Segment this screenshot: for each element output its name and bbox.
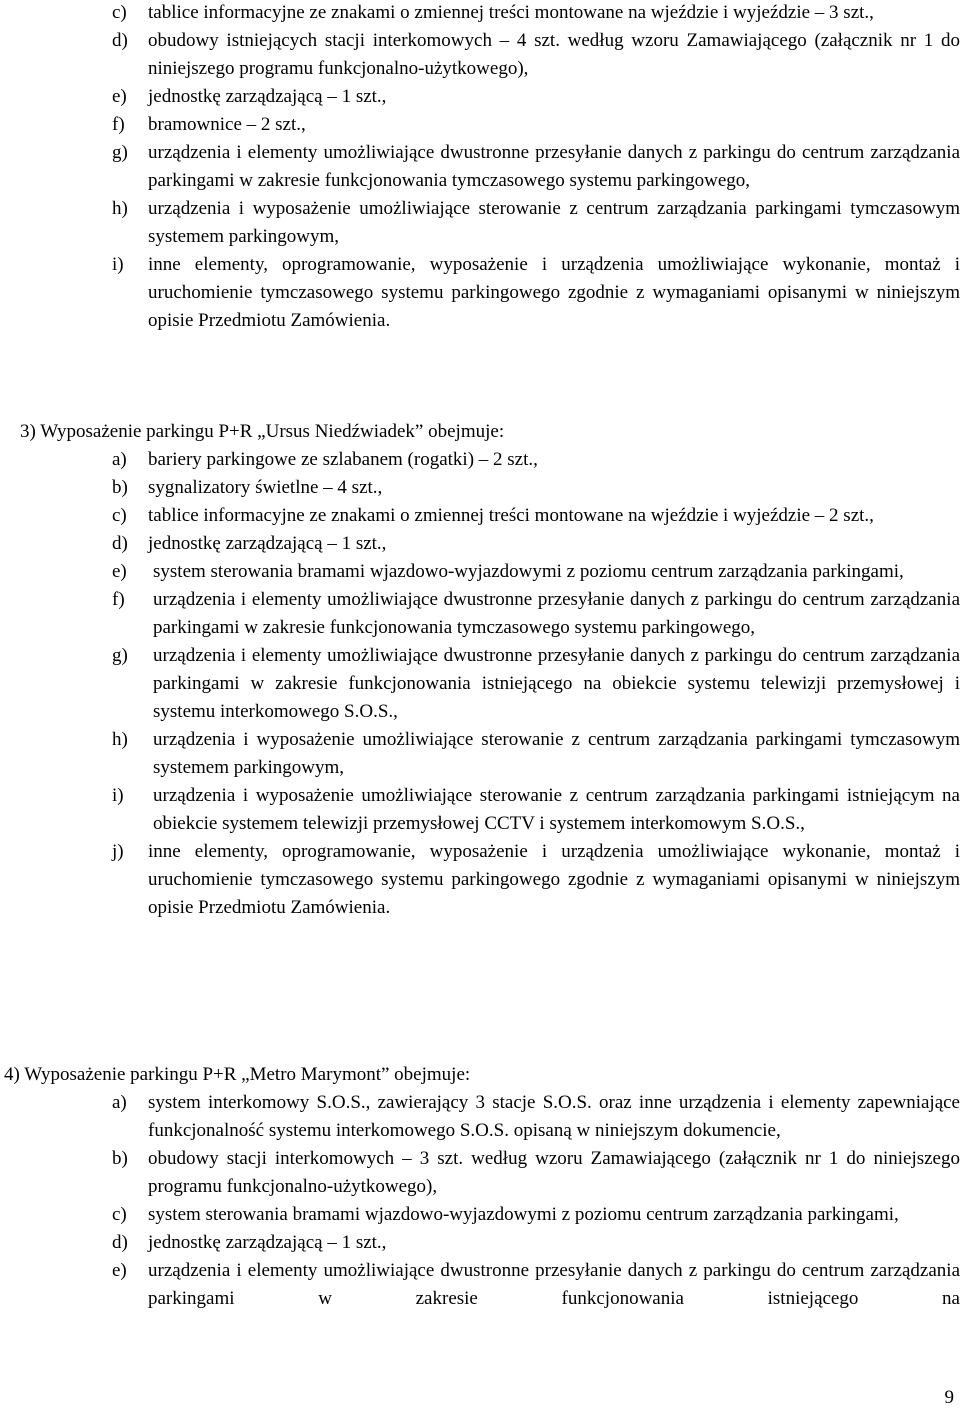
list-item	[0, 782, 960, 838]
list-item	[0, 1229, 960, 1257]
section-metro-marymont	[0, 1061, 960, 1313]
item-text: jednostkę zarządzającą – 1 szt.,	[148, 533, 387, 554]
list-item	[0, 0, 960, 27]
list-item	[0, 1201, 960, 1229]
item-label: f)	[112, 589, 125, 610]
section-heading: 3) Wyposażenie parkingu P+R „Ursus Niedźwiadek” obejmuje:	[20, 421, 505, 442]
list-item	[0, 1145, 960, 1201]
item-text: jednostkę zarządzającą – 1 szt.,	[148, 86, 387, 107]
item-text: urządzenia i wyposażenie umożliwiające sterowanie z centrum zarządzania parkingami tymczasowym systemem parkingowym,	[148, 198, 960, 247]
list-item	[0, 586, 960, 642]
list-item	[0, 111, 960, 139]
item-text: tablice informacyjne ze znakami o zmiennej treści montowane na wjeździe i wyjeździe – 3 szt.,	[148, 2, 874, 23]
list-item	[0, 558, 960, 586]
list-item	[0, 27, 960, 83]
item-label: c)	[112, 505, 127, 526]
item-label: e)	[112, 561, 127, 582]
item-text: urządzenia i elementy umożliwiające dwustronne przesyłanie danych z parkingu do centrum zarządzania parkingami w zakresie funkcjonowania istniejącego na	[148, 1260, 960, 1309]
item-label: b)	[112, 477, 128, 498]
item-text: system sterowania bramami wjazdowo-wyjazdowymi z poziomu centrum zarządzania parkingami,	[148, 1204, 899, 1225]
list-item	[0, 83, 960, 111]
list-item	[0, 446, 960, 474]
item-label: e)	[112, 1260, 127, 1281]
item-label: j)	[112, 841, 124, 862]
list-item	[0, 502, 960, 530]
item-text: sygnalizatory świetlne – 4 szt.,	[148, 477, 383, 498]
item-text: tablice informacyjne ze znakami o zmiennej treści montowane na wjeździe i wyjeździe – 2 szt.,	[148, 505, 874, 526]
item-text: urządzenia i elementy umożliwiające dwustronne przesyłanie danych z parkingu do centrum zarządzania parkingami w zakresie funkcjonowania tymczasowego systemu parkingowego,	[148, 142, 960, 191]
item-text: urządzenia i elementy umożliwiające dwustronne przesyłanie danych z parkingu do centrum zarządzania parkingami w zakresie funkcjonowania istniejącego na obiekcie systemu telewizji przemysłowej i systemu interkomowego S.O.S.,	[153, 645, 960, 722]
list-item	[0, 139, 960, 195]
item-label: b)	[112, 1148, 128, 1169]
item-text: urządzenia i wyposażenie umożliwiające sterowanie z centrum zarządzania parkingami istniejącym na obiekcie systemem telewizji przemysłowej CCTV i systemem interkomowym S.O.S.,	[153, 785, 960, 834]
item-label: f)	[112, 114, 125, 135]
list-item	[0, 726, 960, 782]
list-item	[0, 1257, 960, 1313]
item-label: d)	[112, 533, 128, 554]
item-label: e)	[112, 86, 127, 107]
item-label: i)	[112, 254, 124, 275]
item-label: h)	[112, 729, 128, 750]
list-item	[0, 474, 960, 502]
item-label: i)	[112, 785, 124, 806]
section-ursus-niedzwiadek	[0, 418, 960, 922]
item-text: urządzenia i elementy umożliwiające dwustronne przesyłanie danych z parkingu do centrum zarządzania parkingami w zakresie funkcjonowania tymczasowego systemu parkingowego,	[153, 589, 960, 638]
section-heading: 4) Wyposażenie parkingu P+R „Metro Marymont” obejmuje:	[4, 1064, 471, 1085]
list-item	[0, 838, 960, 922]
item-text: inne elementy, oprogramowanie, wyposażenie i urządzenia umożliwiające wykonanie, montaż i uruchomienie tymczasowego systemu parkingowego zgodnie z wymaganiami opisanymi w niniejszym opisie Przedmiotu Zamówienia.	[148, 254, 960, 331]
item-text: jednostkę zarządzającą – 1 szt.,	[148, 1232, 387, 1253]
item-label: c)	[112, 1204, 127, 1225]
item-label: g)	[112, 142, 128, 163]
list-item	[0, 1089, 960, 1145]
item-text: bramownice – 2 szt.,	[148, 114, 306, 135]
item-text: obudowy istniejących stacji interkomowych – 4 szt. według wzoru Zamawiającego (załącznik nr 1 do niniejszego programu funkcjonalno-użytkowego),	[148, 30, 960, 79]
list-item	[0, 251, 960, 335]
list-item	[0, 195, 960, 251]
item-label: d)	[112, 1232, 128, 1253]
item-label: a)	[112, 1092, 127, 1113]
item-text: system interkomowy S.O.S., zawierający 3 stacje S.O.S. oraz inne urządzenia i elementy zapewniające funkcjonalność systemu interkomowego S.O.S. opisaną w niniejszym dokumencie,	[148, 1092, 960, 1141]
list-continuation	[0, 0, 960, 335]
item-label: h)	[112, 198, 128, 219]
item-label: d)	[112, 30, 128, 51]
item-label: a)	[112, 449, 127, 470]
item-label: g)	[112, 645, 128, 666]
list-item	[0, 530, 960, 558]
item-text: inne elementy, oprogramowanie, wyposażenie i urządzenia umożliwiające wykonanie, montaż i uruchomienie tymczasowego systemu parkingowego zgodnie z wymaganiami opisanymi w niniejszym opisie Przedmiotu Zamówienia.	[148, 841, 960, 918]
item-label: c)	[112, 2, 127, 23]
item-text: urządzenia i wyposażenie umożliwiające sterowanie z centrum zarządzania parkingami tymczasowym systemem parkingowym,	[153, 729, 960, 778]
item-text: system sterowania bramami wjazdowo-wyjazdowymi z poziomu centrum zarządzania parkingami,	[153, 561, 904, 582]
item-text: bariery parkingowe ze szlabanem (rogatki) – 2 szt.,	[148, 449, 538, 470]
item-text: obudowy stacji interkomowych – 3 szt. według wzoru Zamawiającego (załącznik nr 1 do niniejszego programu funkcjonalno-użytkowego),	[148, 1148, 960, 1197]
page-number: 9	[944, 1387, 954, 1408]
list-item	[0, 642, 960, 726]
